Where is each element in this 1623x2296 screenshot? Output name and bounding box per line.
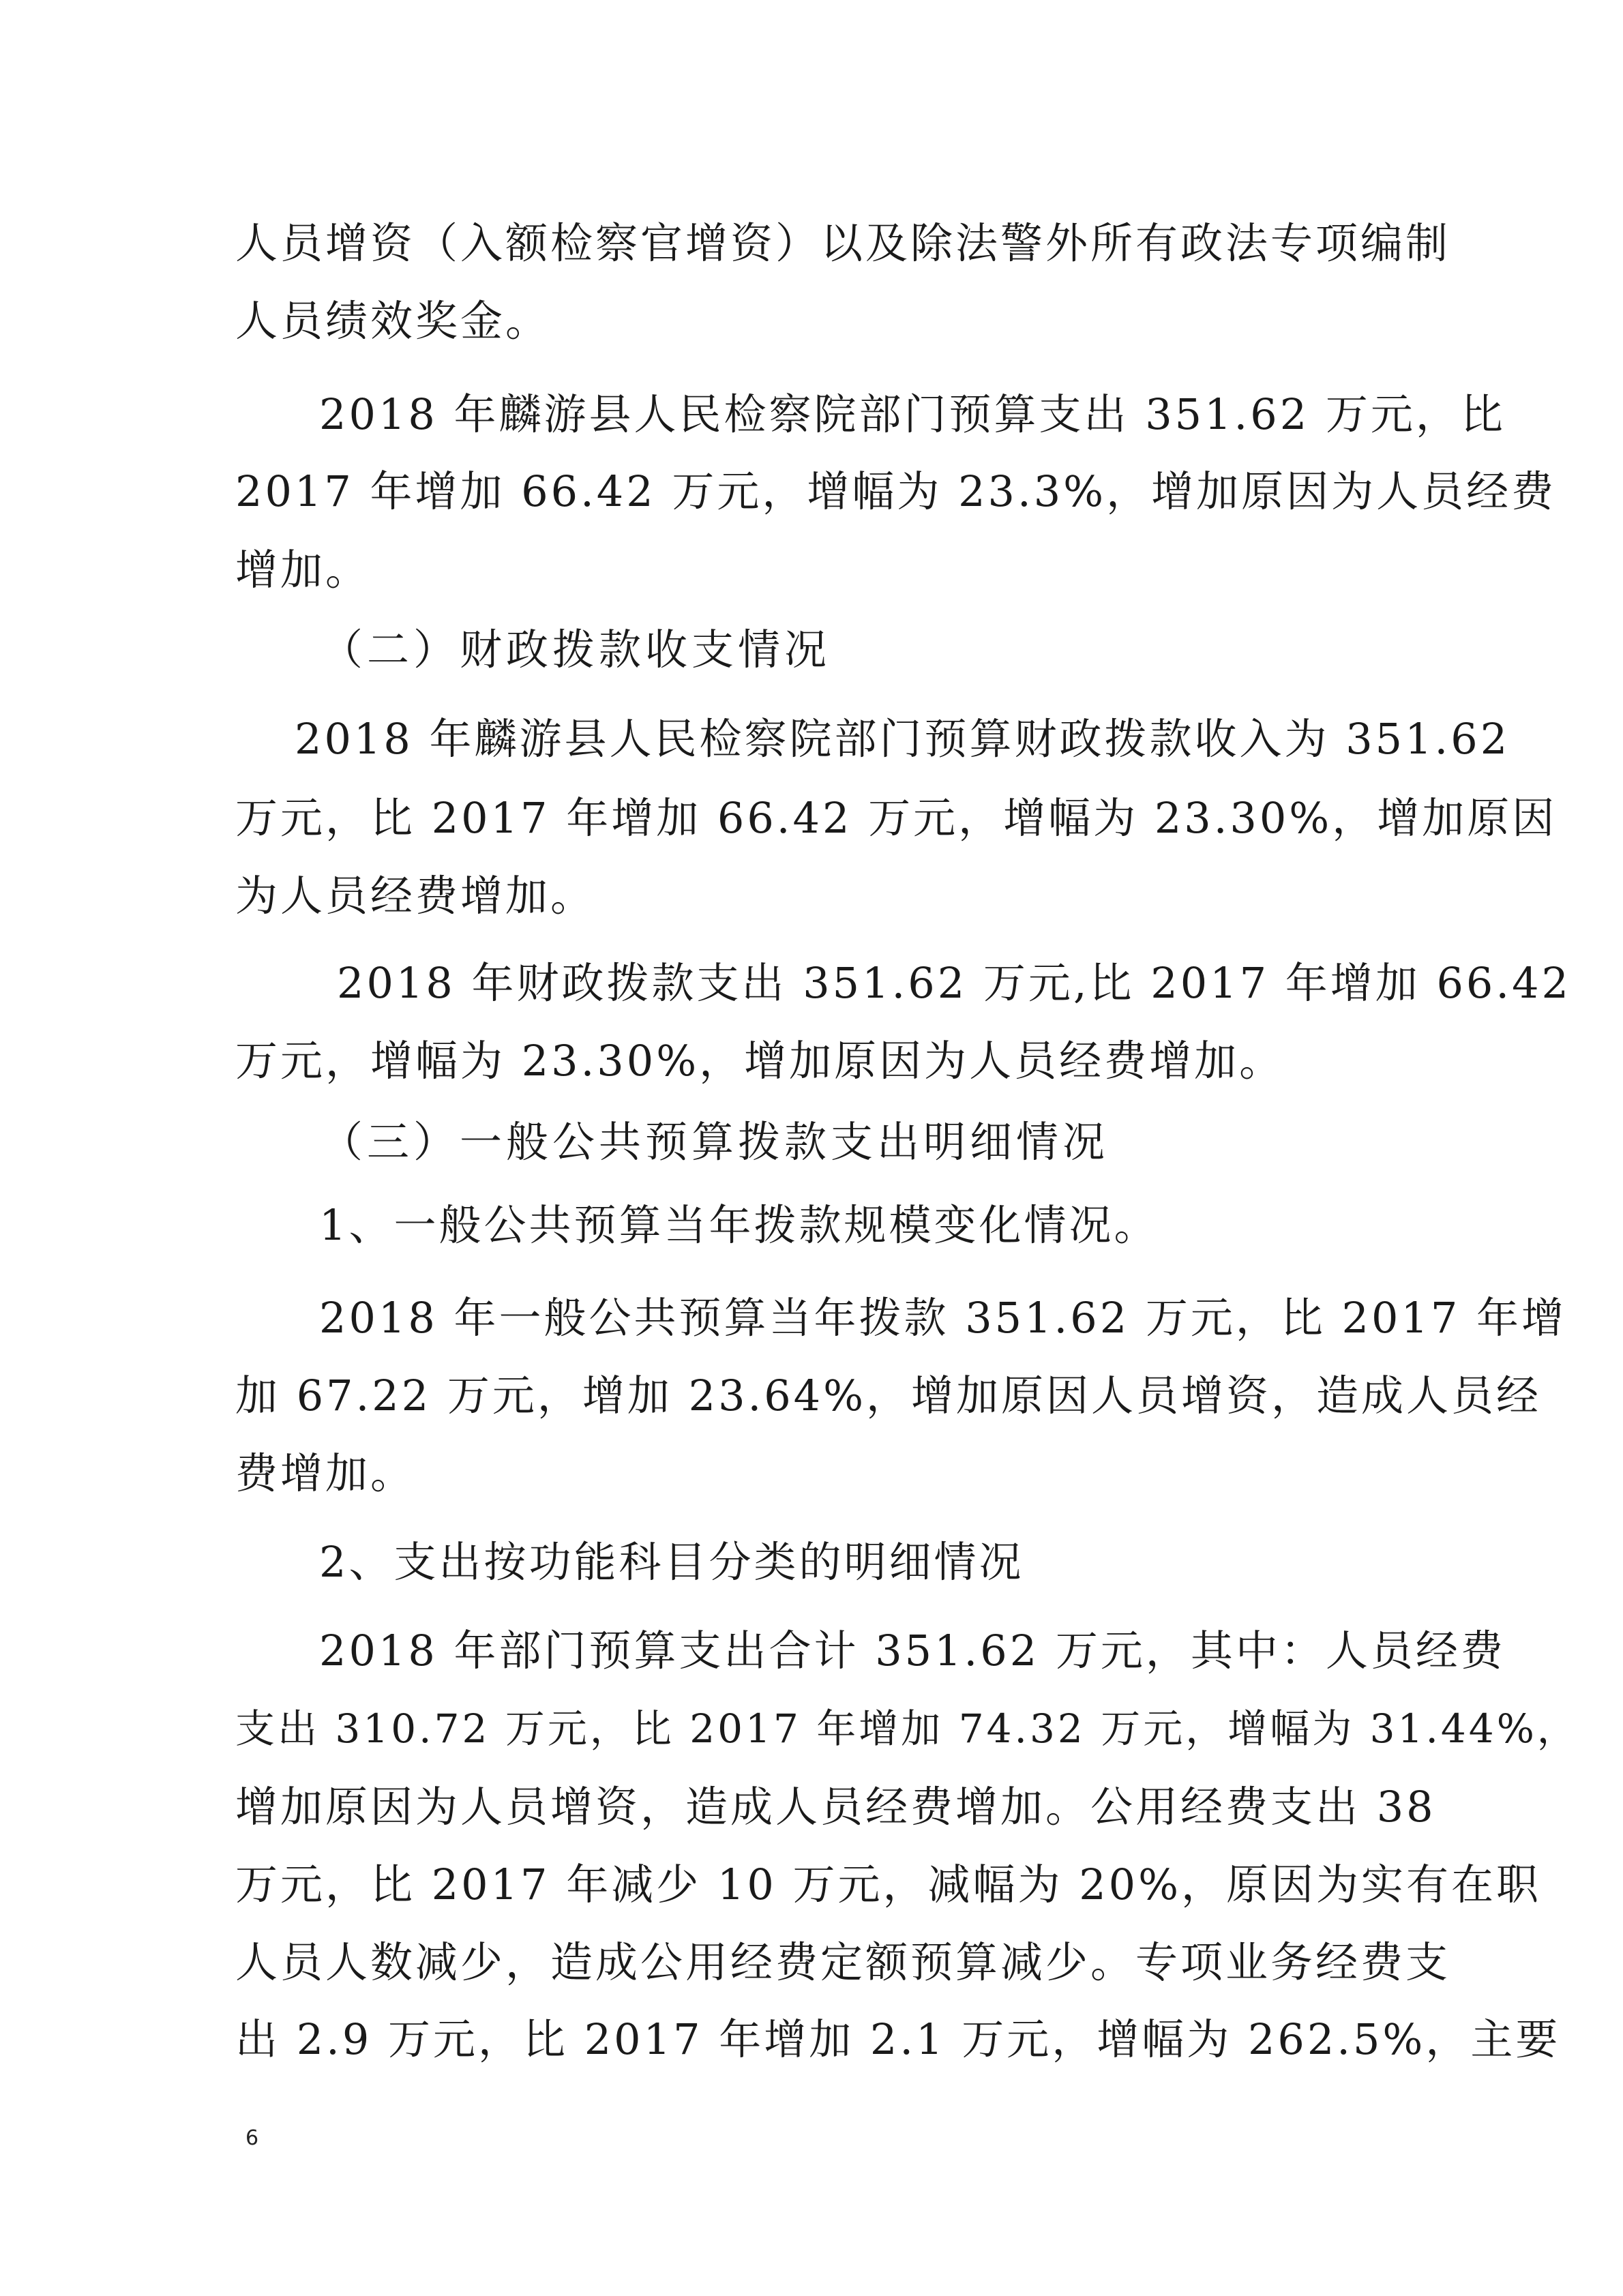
paragraph-line: 2018 年麟游县人民检察院部门预算财政拨款收入为 351.62 [295,714,1510,764]
paragraph-line: 2018 年财政拨款支出 351.62 万元,比 2017 年增加 66.42 [337,958,1571,1008]
page-number: 6 [245,2126,259,2150]
paragraph-line: 增加原因为人员增资，造成人员经费增加。公用经费支出 38 [235,1782,1436,1832]
paragraph-line: 人员人数减少，造成公用经费定额预算减少。专项业务经费支 [235,1937,1451,1987]
paragraph-line: 万元，比 2017 年减少 10 万元，减幅为 20%，原因为实有在职 [235,1860,1542,1909]
paragraph-line: 为人员经费增加。 [235,871,596,921]
paragraph-line: 2018 年部门预算支出合计 351.62 万元，其中：人员经费 [319,1626,1506,1675]
paragraph-line: 人员绩效奖金。 [235,296,551,346]
paragraph-line: 万元，增幅为 23.30%，增加原因为人员经费增加。 [235,1036,1285,1086]
paragraph-line: 2018 年麟游县人民检察院部门预算支出 351.62 万元，比 [319,389,1506,439]
paragraph-line: 2017 年增加 66.42 万元，增幅为 23.3%，增加原因为人员经费 [235,466,1557,516]
subsection-heading: 2、支出按功能科目分类的明细情况 [319,1537,1024,1587]
paragraph-line: 万元，比 2017 年增加 66.42 万元，增幅为 23.30%，增加原因 [235,793,1558,843]
section-heading: （三）一般公共预算拨款支出明细情况 [321,1117,1110,1167]
paragraph-line: 支出 310.72 万元，比 2017 年增加 74.32 万元，增幅为 31.44%， [235,1705,1579,1752]
paragraph-line: 2018 年一般公共预算当年拨款 351.62 万元，比 2017 年增 [319,1293,1567,1343]
paragraph-line: 出 2.9 万元，比 2017 年增加 2.1 万元，增幅为 262.5%，主要 [235,2014,1561,2064]
paragraph-line: 加 67.22 万元，增加 23.64%，增加原因人员增资，造成人员经 [235,1371,1542,1420]
paragraph-line: 增加。 [235,545,371,595]
paragraph-line: 费增加。 [235,1448,416,1498]
paragraph-line: 人员增资（入额检察官增资）以及除法警外所有政法专项编制 [235,218,1451,268]
section-heading: （二）财政拨款收支情况 [321,625,831,674]
subsection-heading: 1、一般公共预算当年拨款规模变化情况。 [319,1200,1159,1250]
